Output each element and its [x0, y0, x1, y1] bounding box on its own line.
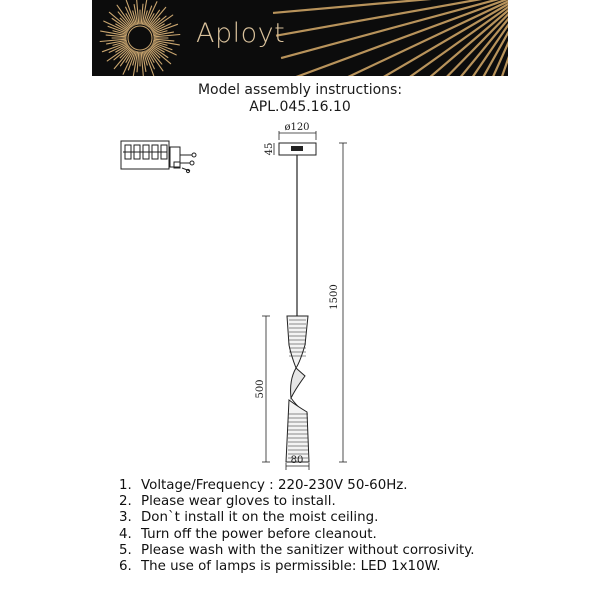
page-title: Model assembly instructions:: [197, 82, 403, 98]
brand-name: Aployt: [196, 18, 286, 49]
item-text: Please wear gloves to install.: [141, 494, 336, 510]
item-text: Voltage/Frequency : 220-230V 50-60Hz.: [141, 478, 408, 493]
list-item: [119, 494, 475, 510]
list-item: [119, 527, 475, 543]
item-text: The use of lamps is permissible: LED 1x10W.: [141, 559, 441, 575]
item-text: Don`t install it on the moist ceiling.: [141, 510, 379, 526]
item-number: 3.: [119, 510, 132, 526]
total-height-dimension: [329, 143, 347, 462]
item-number: 6.: [119, 559, 132, 575]
shade-height-dimension: [255, 316, 270, 462]
list-item: [119, 543, 475, 559]
shade-height-label: 500: [255, 379, 266, 399]
canopy-height-label: 45: [264, 142, 275, 156]
item-number: 1.: [119, 478, 132, 493]
list-item: [119, 478, 475, 494]
item-number: 5.: [119, 542, 132, 558]
item-text: Please wash with the sanitizer without corrosivity.: [141, 542, 475, 558]
canopy: [279, 143, 316, 155]
shade-width-label: 80: [290, 455, 304, 466]
item-number: 2.: [119, 494, 132, 510]
canopy-height-dimension: [264, 143, 275, 156]
canopy-diameter-label: ø120: [284, 122, 310, 133]
wiring-diagram: [121, 141, 196, 173]
total-height-label: 1500: [329, 284, 340, 310]
list-item: [119, 559, 475, 575]
model-number: APL.045.16.10: [249, 99, 351, 115]
pendant-shade: [286, 316, 309, 462]
instructions-list: [119, 478, 475, 575]
list-item: [119, 510, 475, 526]
item-number: 4.: [119, 526, 132, 542]
canopy-diameter-dimension: [279, 122, 316, 140]
item-text: Turn off the power before cleanout.: [141, 526, 377, 542]
